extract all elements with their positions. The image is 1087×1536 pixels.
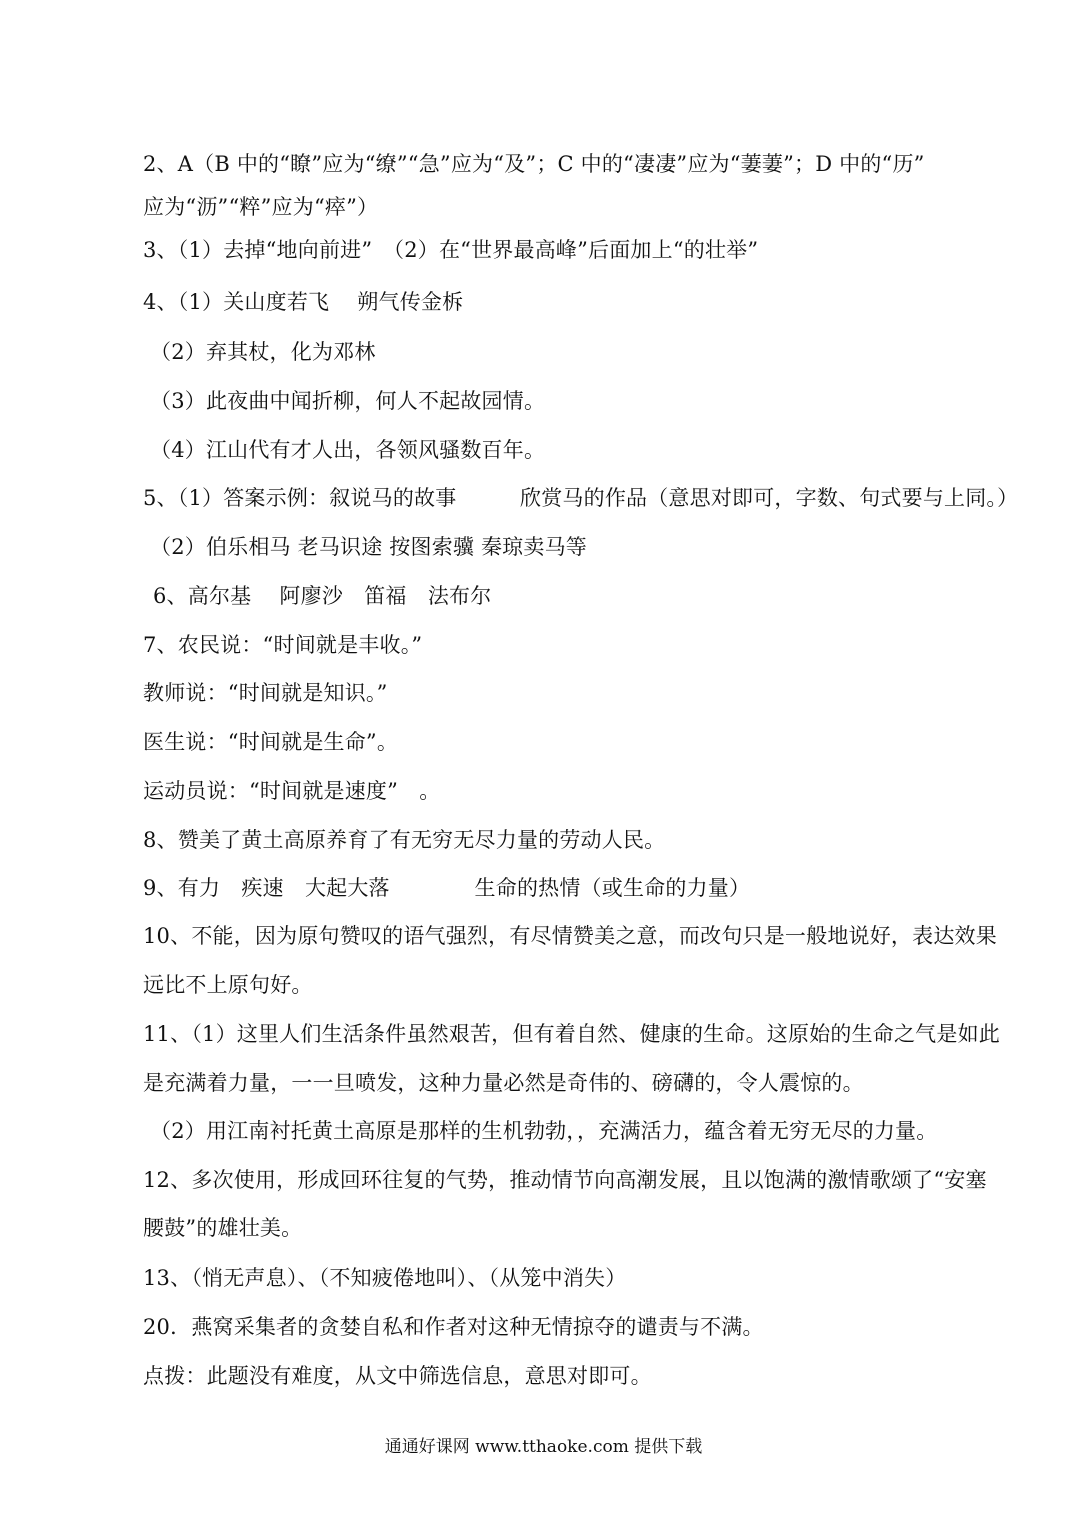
- answer-12-line-1: 12、多次使用，形成回环往复的气势，推动情节向高潮发展，且以饱满的激情歌颂了“安塞: [143, 1168, 987, 1192]
- answer-20: 20．燕窝采集者的贪婪自私和作者对这种无情掠夺的谴责与不满。: [143, 1315, 764, 1339]
- answer-11-1-line-1: 11、（1）这里人们生活条件虽然艰苦，但有着自然、健康的生命。这原始的生命之气是如此: [143, 1022, 1000, 1046]
- answer-7-line-2: 教师说：“时间就是知识。”: [143, 681, 388, 705]
- answer-7-line-4: 运动员说：“时间就是速度” 。: [143, 779, 441, 803]
- answer-8: 8、赞美了黄土高原养育了有无穷无尽力量的劳动人民。: [143, 828, 666, 852]
- page-footer: 通通好课网 www.tthaoke.com 提供下载: [384, 1437, 703, 1457]
- answer-13: 13、（悄无声息）、（不知疲倦地叫）、（从笼中消失）: [143, 1266, 627, 1290]
- answer-11-2: （2）用江南衬托黄土高原是那样的生机勃勃，，充满活力，蕴含着无穷无尽的力量。: [150, 1119, 938, 1143]
- answer-2-line-1: 2、A（B 中的“瞭”应为“缭”“急”应为“及”；C 中的“凄凄”应为“萋萋”；D 中的“历”: [143, 152, 925, 176]
- answer-4-3: （3）此夜曲中闻折柳，何人不起故园情。: [150, 389, 546, 413]
- hint-line: 点拨：此题没有难度，从文中筛选信息，意思对即可。: [143, 1364, 652, 1388]
- answer-3: 3、（1）去掉“地向前进” （2）在“世界最高峰”后面加上“的壮举”: [143, 238, 759, 262]
- answer-5-1: 5、（1）答案示例：叙说马的故事 欣赏马的作品（意思对即可，字数、句式要与上同。）: [143, 486, 1019, 510]
- answer-9: 9、有力 疾速 大起大落 生命的热情（或生命的力量）: [143, 876, 751, 900]
- answer-4-2: （2）弃其杖，化为邓林: [150, 340, 376, 364]
- answer-11-1-line-2: 是充满着力量，一一旦喷发，这种力量必然是奇伟的、磅礴的，令人震惊的。: [143, 1071, 864, 1095]
- answer-6: 6、高尔基 阿廖沙 笛福 法布尔: [153, 584, 492, 608]
- answer-2-line-2: 应为“沥”“粹”应为“瘁”）: [143, 195, 379, 219]
- answer-4-1: 4、（1）关山度若飞 朔气传金柝: [143, 290, 464, 314]
- answer-7-line-1: 7、农民说：“时间就是丰收。”: [143, 633, 423, 657]
- answer-4-4: （4）江山代有才人出，各领风骚数百年。: [150, 438, 546, 462]
- answer-7-line-3: 医生说：“时间就是生命”。: [143, 730, 399, 754]
- answer-12-line-2: 腰鼓”的雄壮美。: [143, 1216, 303, 1240]
- answer-10-line-1: 10、不能，因为原句赞叹的语气强烈，有尽情赞美之意，而改句只是一般地说好，表达效果: [143, 924, 997, 948]
- answer-5-2: （2）伯乐相马 老马识途 按图索骥 秦琼卖马等: [150, 535, 587, 559]
- answer-10-line-2: 远比不上原句好。: [143, 973, 313, 997]
